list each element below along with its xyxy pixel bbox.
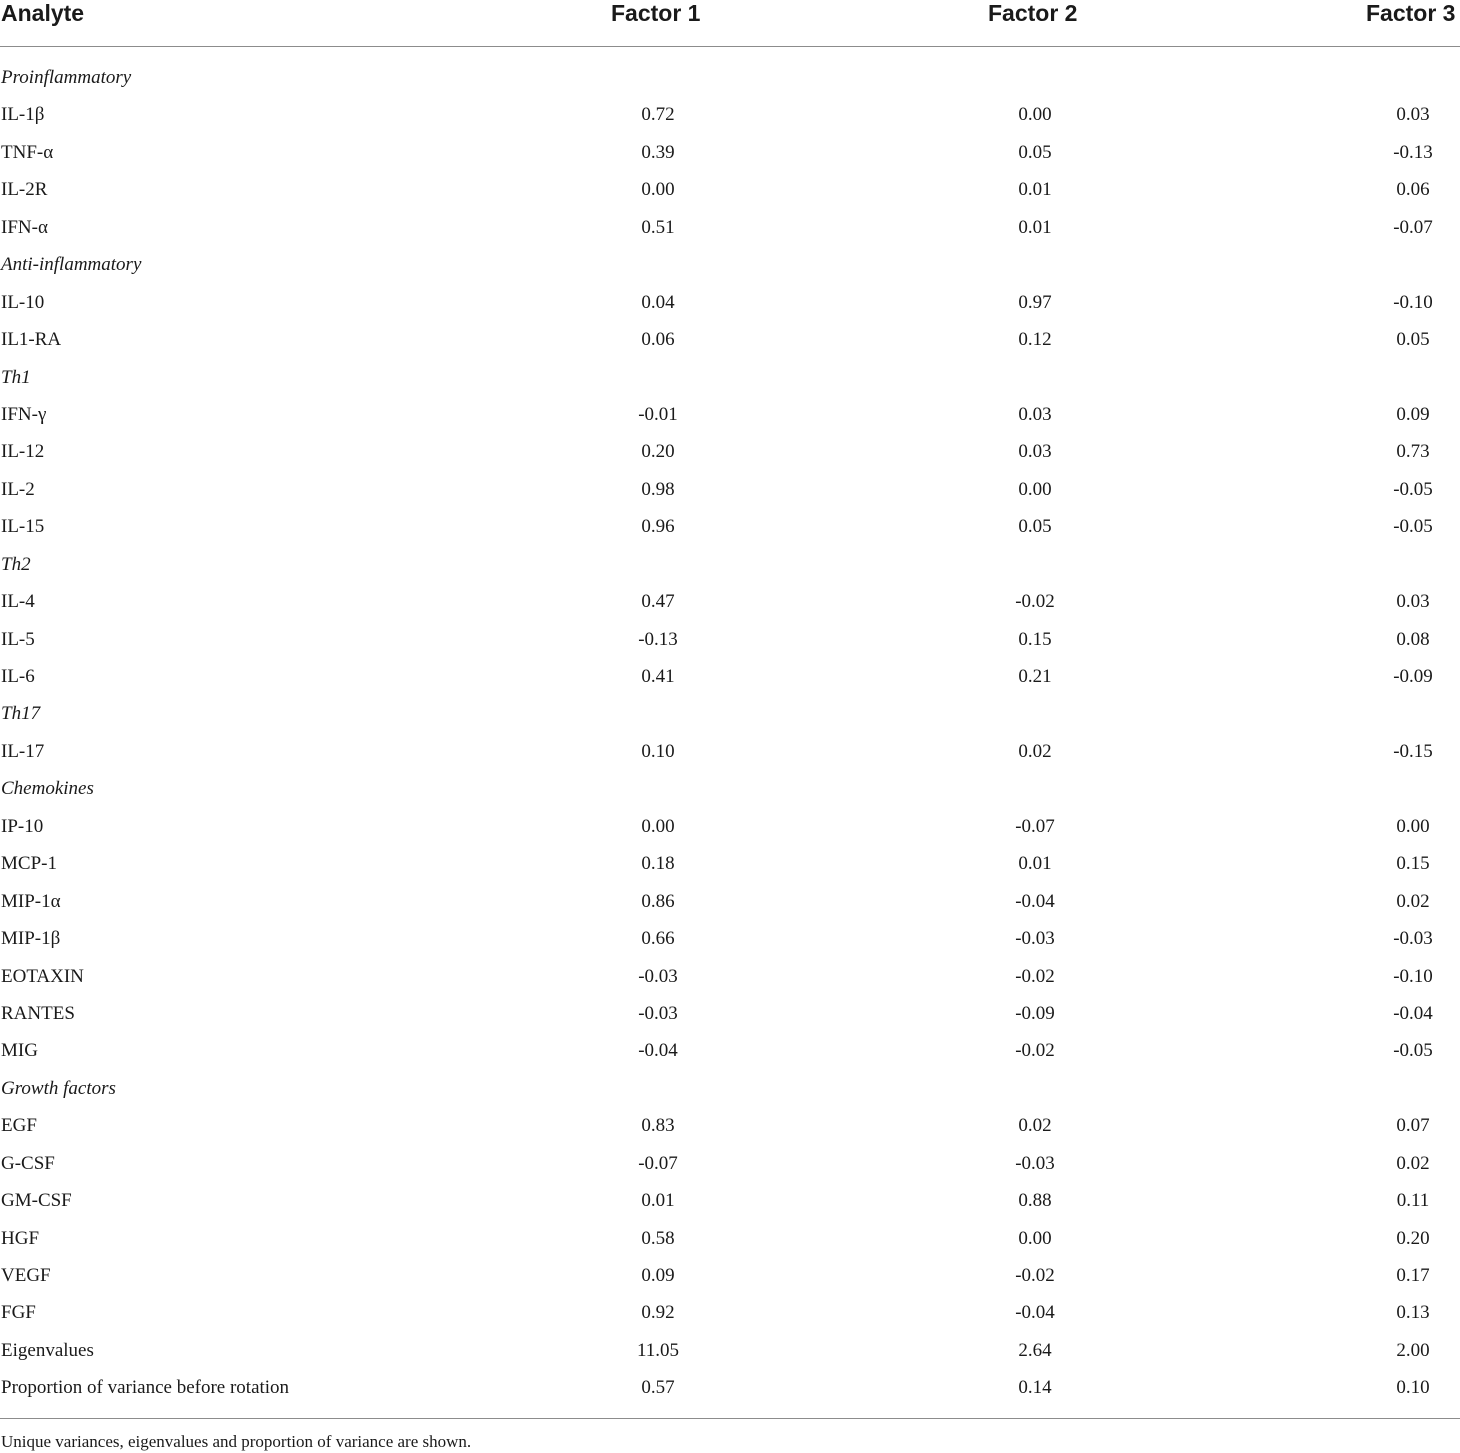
table-row xyxy=(0,433,1460,470)
factor-2-cell: -0.07 xyxy=(1015,815,1055,837)
factor-2-cell: -0.04 xyxy=(1015,1302,1055,1324)
factor-3-cell: -0.04 xyxy=(1393,1002,1433,1024)
analyte-cell: IL-2 xyxy=(1,478,35,500)
table-row xyxy=(0,171,1460,208)
factor-2-cell: 0.00 xyxy=(1018,478,1052,500)
factor-3-cell: -0.05 xyxy=(1393,516,1433,538)
factor-2-cell: 0.15 xyxy=(1018,628,1052,650)
table-row xyxy=(0,1294,1460,1331)
analyte-cell: IL-15 xyxy=(1,516,45,538)
factor-2-cell: 0.00 xyxy=(1018,104,1052,126)
factor-3-cell: -0.10 xyxy=(1393,965,1433,987)
factor-2-cell: 0.03 xyxy=(1018,441,1052,463)
analyte-cell: IFN-α xyxy=(1,216,48,238)
table-row xyxy=(0,96,1460,133)
factor-3-cell: -0.09 xyxy=(1393,666,1433,687)
factor-1-cell: 0.18 xyxy=(641,853,675,875)
factor-1-cell: 0.51 xyxy=(641,216,675,238)
table-row xyxy=(0,1107,1460,1144)
table-row xyxy=(0,733,1460,770)
analyte-cell: Eigenvalues xyxy=(1,1339,94,1361)
factor-1-cell: 0.98 xyxy=(641,478,675,500)
section-row xyxy=(0,546,1460,583)
factor-1-cell: 11.05 xyxy=(636,1339,680,1361)
table-row xyxy=(0,209,1460,246)
analyte-cell: IL-17 xyxy=(1,740,45,762)
factor-1-cell: 0.92 xyxy=(641,1302,675,1324)
table-header xyxy=(0,0,1460,46)
factor-1-cell: 0.00 xyxy=(641,815,675,837)
section-row xyxy=(0,770,1460,807)
table-body xyxy=(0,59,1460,1407)
factor-1-cell: 0.39 xyxy=(641,141,675,163)
factor-3-cell: -0.07 xyxy=(1393,216,1433,238)
factor-1-cell: 0.41 xyxy=(641,666,675,687)
table-row xyxy=(0,1182,1460,1219)
factor-3-cell: 0.08 xyxy=(1396,628,1430,650)
table-row xyxy=(0,920,1460,957)
table-row xyxy=(0,471,1460,508)
factor-3-cell: 0.10 xyxy=(1396,1377,1430,1399)
factor-2-cell: 0.01 xyxy=(1018,216,1052,238)
analyte-cell: IL-5 xyxy=(1,628,35,650)
factor-3-cell: 0.05 xyxy=(1396,329,1430,351)
table-row xyxy=(0,1369,1460,1406)
section-label: Proinflammatory xyxy=(1,67,132,88)
factor-3-cell: 0.11 xyxy=(1396,1190,1430,1212)
table-row xyxy=(0,995,1460,1032)
table-row xyxy=(0,1332,1460,1369)
header-factor-3: Factor 3 xyxy=(1366,0,1456,26)
table-row xyxy=(0,1032,1460,1069)
factor-2-cell: 0.01 xyxy=(1018,853,1052,875)
section-label: Th1 xyxy=(1,366,31,388)
factor-3-cell: 0.00 xyxy=(1396,815,1430,837)
factor-2-cell: -0.02 xyxy=(1015,1040,1055,1062)
analyte-cell: MIP-1β xyxy=(1,928,61,950)
factor-2-cell: -0.09 xyxy=(1015,1002,1055,1024)
table-row xyxy=(0,508,1460,545)
analyte-cell: HGF xyxy=(1,1227,40,1249)
section-row xyxy=(0,695,1460,732)
analyte-cell: MIP-1α xyxy=(1,890,61,912)
factor-2-cell: 0.05 xyxy=(1018,141,1052,163)
section-label: Growth factors xyxy=(1,1077,116,1099)
factor-1-cell: 0.86 xyxy=(641,890,675,912)
factor-1-cell: 0.06 xyxy=(641,329,675,351)
factor-3-cell: 0.03 xyxy=(1396,104,1430,126)
header-rule xyxy=(0,46,1460,47)
factor-3-cell: 0.15 xyxy=(1396,853,1430,875)
factor-1-cell: -0.03 xyxy=(638,965,678,987)
factor-3-cell: 0.06 xyxy=(1396,179,1430,201)
analyte-cell: RANTES xyxy=(1,1002,75,1024)
factor-1-cell: -0.13 xyxy=(638,628,678,650)
factor-2-cell: 0.00 xyxy=(1018,1227,1052,1249)
table-row xyxy=(0,658,1460,695)
factor-1-cell: -0.07 xyxy=(638,1152,678,1174)
factor-2-cell: -0.03 xyxy=(1015,928,1055,950)
factor-3-cell: 0.03 xyxy=(1396,591,1430,613)
table-row xyxy=(0,808,1460,845)
analyte-cell: Proportion of variance before rotation xyxy=(1,1377,290,1399)
table-row xyxy=(0,1257,1460,1294)
analyte-cell: FGF xyxy=(1,1302,36,1324)
table-row xyxy=(0,883,1460,920)
table-row xyxy=(0,134,1460,171)
factor-3-cell: 0.02 xyxy=(1396,1152,1430,1174)
factor-3-cell: 0.07 xyxy=(1396,1115,1430,1137)
analyte-cell: IL-2R xyxy=(1,179,48,201)
factor-3-cell: -0.13 xyxy=(1393,141,1433,163)
table-row xyxy=(0,1220,1460,1257)
factor-1-cell: 0.83 xyxy=(641,1115,675,1137)
table-row xyxy=(0,1145,1460,1182)
section-row xyxy=(0,59,1460,96)
section-label: Chemokines xyxy=(1,778,94,800)
analyte-cell: EGF xyxy=(1,1115,37,1137)
header-analyte: Analyte xyxy=(1,0,85,26)
factor-2-cell: 0.01 xyxy=(1018,179,1052,201)
factor-2-cell: -0.02 xyxy=(1015,1265,1055,1286)
header-factor-2: Factor 2 xyxy=(988,0,1078,26)
factor-2-cell: 0.14 xyxy=(1018,1377,1052,1399)
factor-1-cell: 0.96 xyxy=(641,516,675,538)
factor-1-cell: 0.01 xyxy=(641,1190,675,1212)
factor-1-cell: 0.20 xyxy=(641,441,675,463)
analyte-cell: IL1-RA xyxy=(1,329,62,351)
table-row xyxy=(0,845,1460,882)
factor-3-cell: -0.15 xyxy=(1393,740,1433,762)
factor-1-cell: -0.03 xyxy=(638,1002,678,1024)
section-label: Th2 xyxy=(1,553,31,575)
analyte-cell: IL-10 xyxy=(1,291,45,313)
section-label: Anti-inflammatory xyxy=(1,254,142,276)
analyte-cell: IL-12 xyxy=(1,441,45,463)
section-label: Th17 xyxy=(1,703,41,725)
factor-2-cell: 0.02 xyxy=(1018,740,1052,762)
factor-1-cell: 0.58 xyxy=(641,1227,675,1249)
factor-2-cell: 0.88 xyxy=(1018,1190,1052,1212)
factor-3-cell: -0.05 xyxy=(1393,478,1433,500)
analyte-cell: IP-10 xyxy=(1,815,44,837)
factor-2-cell: 0.03 xyxy=(1018,403,1052,425)
factor-3-cell: 2.00 xyxy=(1396,1339,1430,1361)
analyte-cell: GM-CSF xyxy=(1,1190,72,1212)
factor-2-cell: 0.05 xyxy=(1018,516,1052,538)
factor-1-cell: 0.10 xyxy=(641,740,675,762)
table-row xyxy=(0,396,1460,433)
analyte-cell: EOTAXIN xyxy=(1,965,84,987)
factor-3-cell: -0.10 xyxy=(1393,291,1433,313)
factor-1-cell: -0.04 xyxy=(638,1040,678,1062)
factor-1-cell: 0.72 xyxy=(641,104,675,126)
factor-1-cell: 0.09 xyxy=(641,1265,675,1286)
factor-3-cell: 0.02 xyxy=(1396,890,1430,912)
analyte-cell: MCP-1 xyxy=(1,853,57,875)
analyte-cell: TNF-α xyxy=(1,141,54,163)
factor-3-cell: 0.20 xyxy=(1396,1227,1430,1249)
factor-3-cell: 0.17 xyxy=(1396,1265,1430,1286)
factor-3-cell: 0.13 xyxy=(1396,1302,1430,1324)
factor-1-cell: 0.00 xyxy=(641,179,675,201)
factor-2-cell: 0.12 xyxy=(1018,329,1052,351)
factor-1-cell: 0.47 xyxy=(641,591,675,613)
factor-2-cell: -0.04 xyxy=(1015,890,1055,912)
factor-2-cell: 0.21 xyxy=(1018,666,1052,687)
analyte-cell: IFN-γ xyxy=(1,403,47,425)
factor-2-cell: 0.02 xyxy=(1018,1115,1052,1137)
factor-2-cell: 2.64 xyxy=(1018,1339,1052,1361)
table-row xyxy=(0,321,1460,358)
table-row xyxy=(0,958,1460,995)
analyte-cell: G-CSF xyxy=(1,1152,55,1174)
factor-1-cell: -0.01 xyxy=(638,403,678,425)
table-footnote: Unique variances, eigenvalues and proportion of variance are shown. xyxy=(1,1432,472,1451)
analyte-cell: IL-6 xyxy=(1,666,35,687)
header-factor-1: Factor 1 xyxy=(611,0,701,26)
factor-2-cell: -0.03 xyxy=(1015,1152,1055,1174)
factor-1-cell: 0.57 xyxy=(641,1377,675,1399)
footer-rule xyxy=(0,1418,1460,1419)
factor-1-cell: 0.66 xyxy=(641,928,675,950)
section-row xyxy=(0,1070,1460,1107)
factor-3-cell: -0.03 xyxy=(1393,928,1433,950)
factor-1-cell: 0.04 xyxy=(641,291,675,313)
analyte-cell: IL-1β xyxy=(1,104,45,126)
factor-2-cell: -0.02 xyxy=(1015,965,1055,987)
table-row xyxy=(0,621,1460,658)
analyte-cell: IL-4 xyxy=(1,591,35,613)
factor-3-cell: 0.73 xyxy=(1396,441,1430,463)
factor-3-cell: -0.05 xyxy=(1393,1040,1433,1062)
factor-2-cell: -0.02 xyxy=(1015,591,1055,613)
analyte-cell: VEGF xyxy=(1,1265,51,1286)
factor-2-cell: 0.97 xyxy=(1018,291,1052,313)
analyte-cell: MIG xyxy=(1,1040,38,1062)
factor-3-cell: 0.09 xyxy=(1396,403,1430,425)
section-row xyxy=(0,246,1460,283)
table-row xyxy=(0,583,1460,620)
table-row xyxy=(0,284,1460,321)
section-row xyxy=(0,359,1460,396)
